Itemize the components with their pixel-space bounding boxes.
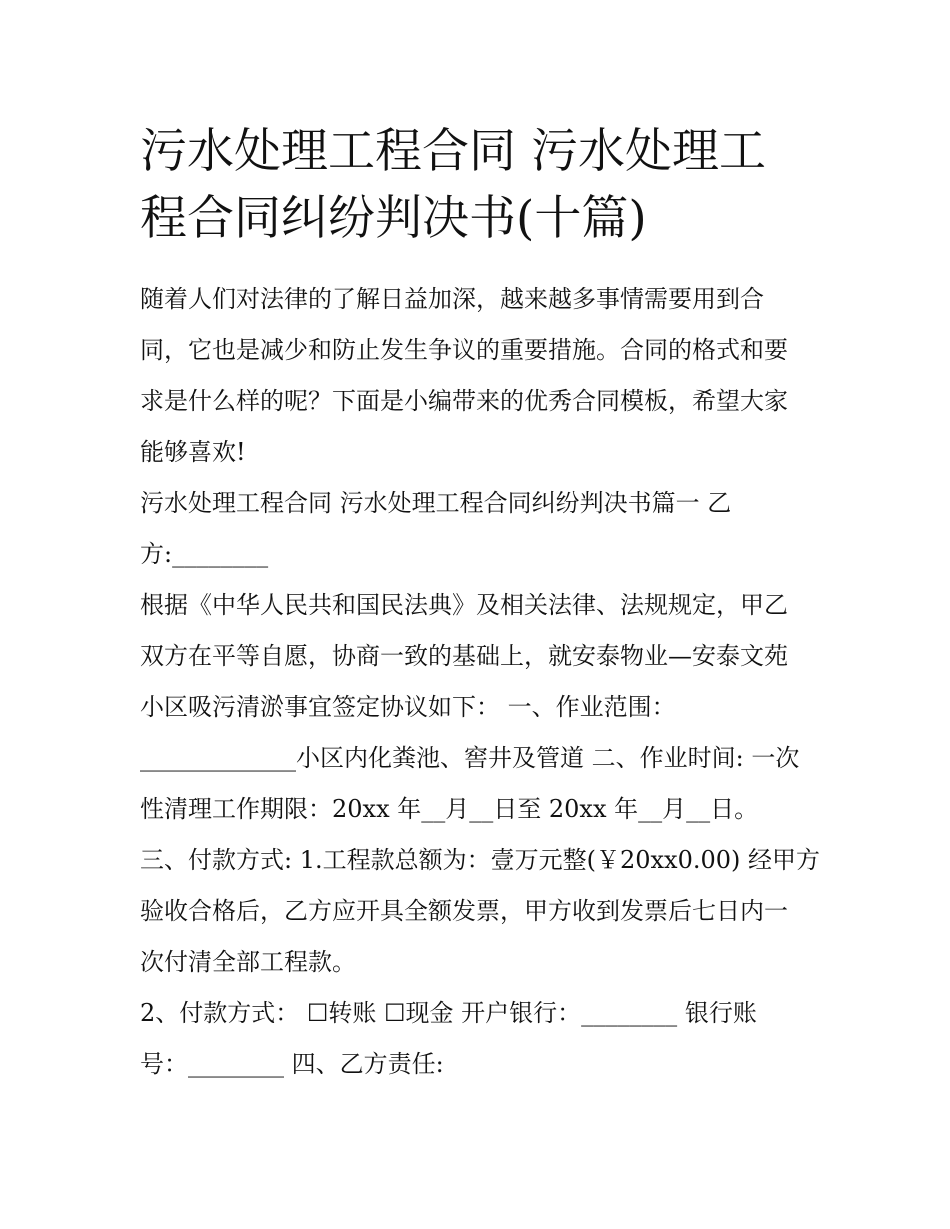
text-line: 求是什么样的呢？下面是小编带来的优秀合同模板，希望大家 [140, 387, 788, 415]
text-line: 方:________ [140, 540, 269, 568]
text-line: 根据《中华人民共和国民法典》及相关法律、法规规定，甲乙 [140, 591, 788, 619]
contract-heading-paragraph [140, 478, 815, 580]
payment-paragraph [140, 835, 821, 988]
text-line: 三、付款方式: 1.工程款总额为：壹万元整(￥20xx0.00) 经甲方 [140, 846, 821, 874]
document-title [140, 118, 815, 252]
text-line: 次付清全部工程款。 [140, 948, 356, 976]
title-line: 污水处理工程合同 污水处理工 [140, 124, 766, 179]
text-line: 性清理工作期限：20xx 年__月__日至 20xx 年__月__日。 [140, 795, 759, 823]
title-line: 程合同纠纷判决书(十篇) [140, 191, 647, 246]
text-line: 验收合格后，乙方应开具全额发票，甲方收到发票后七日内一 [140, 897, 788, 925]
text-line: 2、付款方式： ☐转账 ☐现金 开户银行：________ 银行账 [140, 999, 757, 1027]
intro-paragraph [140, 274, 815, 478]
text-line: 能够喜欢! [140, 438, 246, 466]
text-line: 污水处理工程合同 污水处理工程合同纠纷判决书篇一 乙 [140, 489, 732, 517]
text-line: 随着人们对法律的了解日益加深，越来越多事情需要用到合 [140, 285, 764, 313]
text-line: 同，它也是减少和防止发生争议的重要措施。合同的格式和要 [140, 336, 788, 364]
text-line: _____________小区内化粪池、窖井及管道 二、作业时间: 一次 [140, 744, 800, 772]
text-line: 号：________ 四、乙方责任: [140, 1050, 444, 1078]
text-line: 小区吸污清淤事宜签定协议如下： 一、作业范围： [140, 693, 676, 721]
document-page [140, 118, 821, 1090]
payment-method-paragraph [140, 988, 815, 1090]
text-line: 双方在平等自愿，协商一致的基础上，就安泰物业—安泰文苑 [140, 642, 788, 670]
scope-paragraph [140, 580, 815, 835]
